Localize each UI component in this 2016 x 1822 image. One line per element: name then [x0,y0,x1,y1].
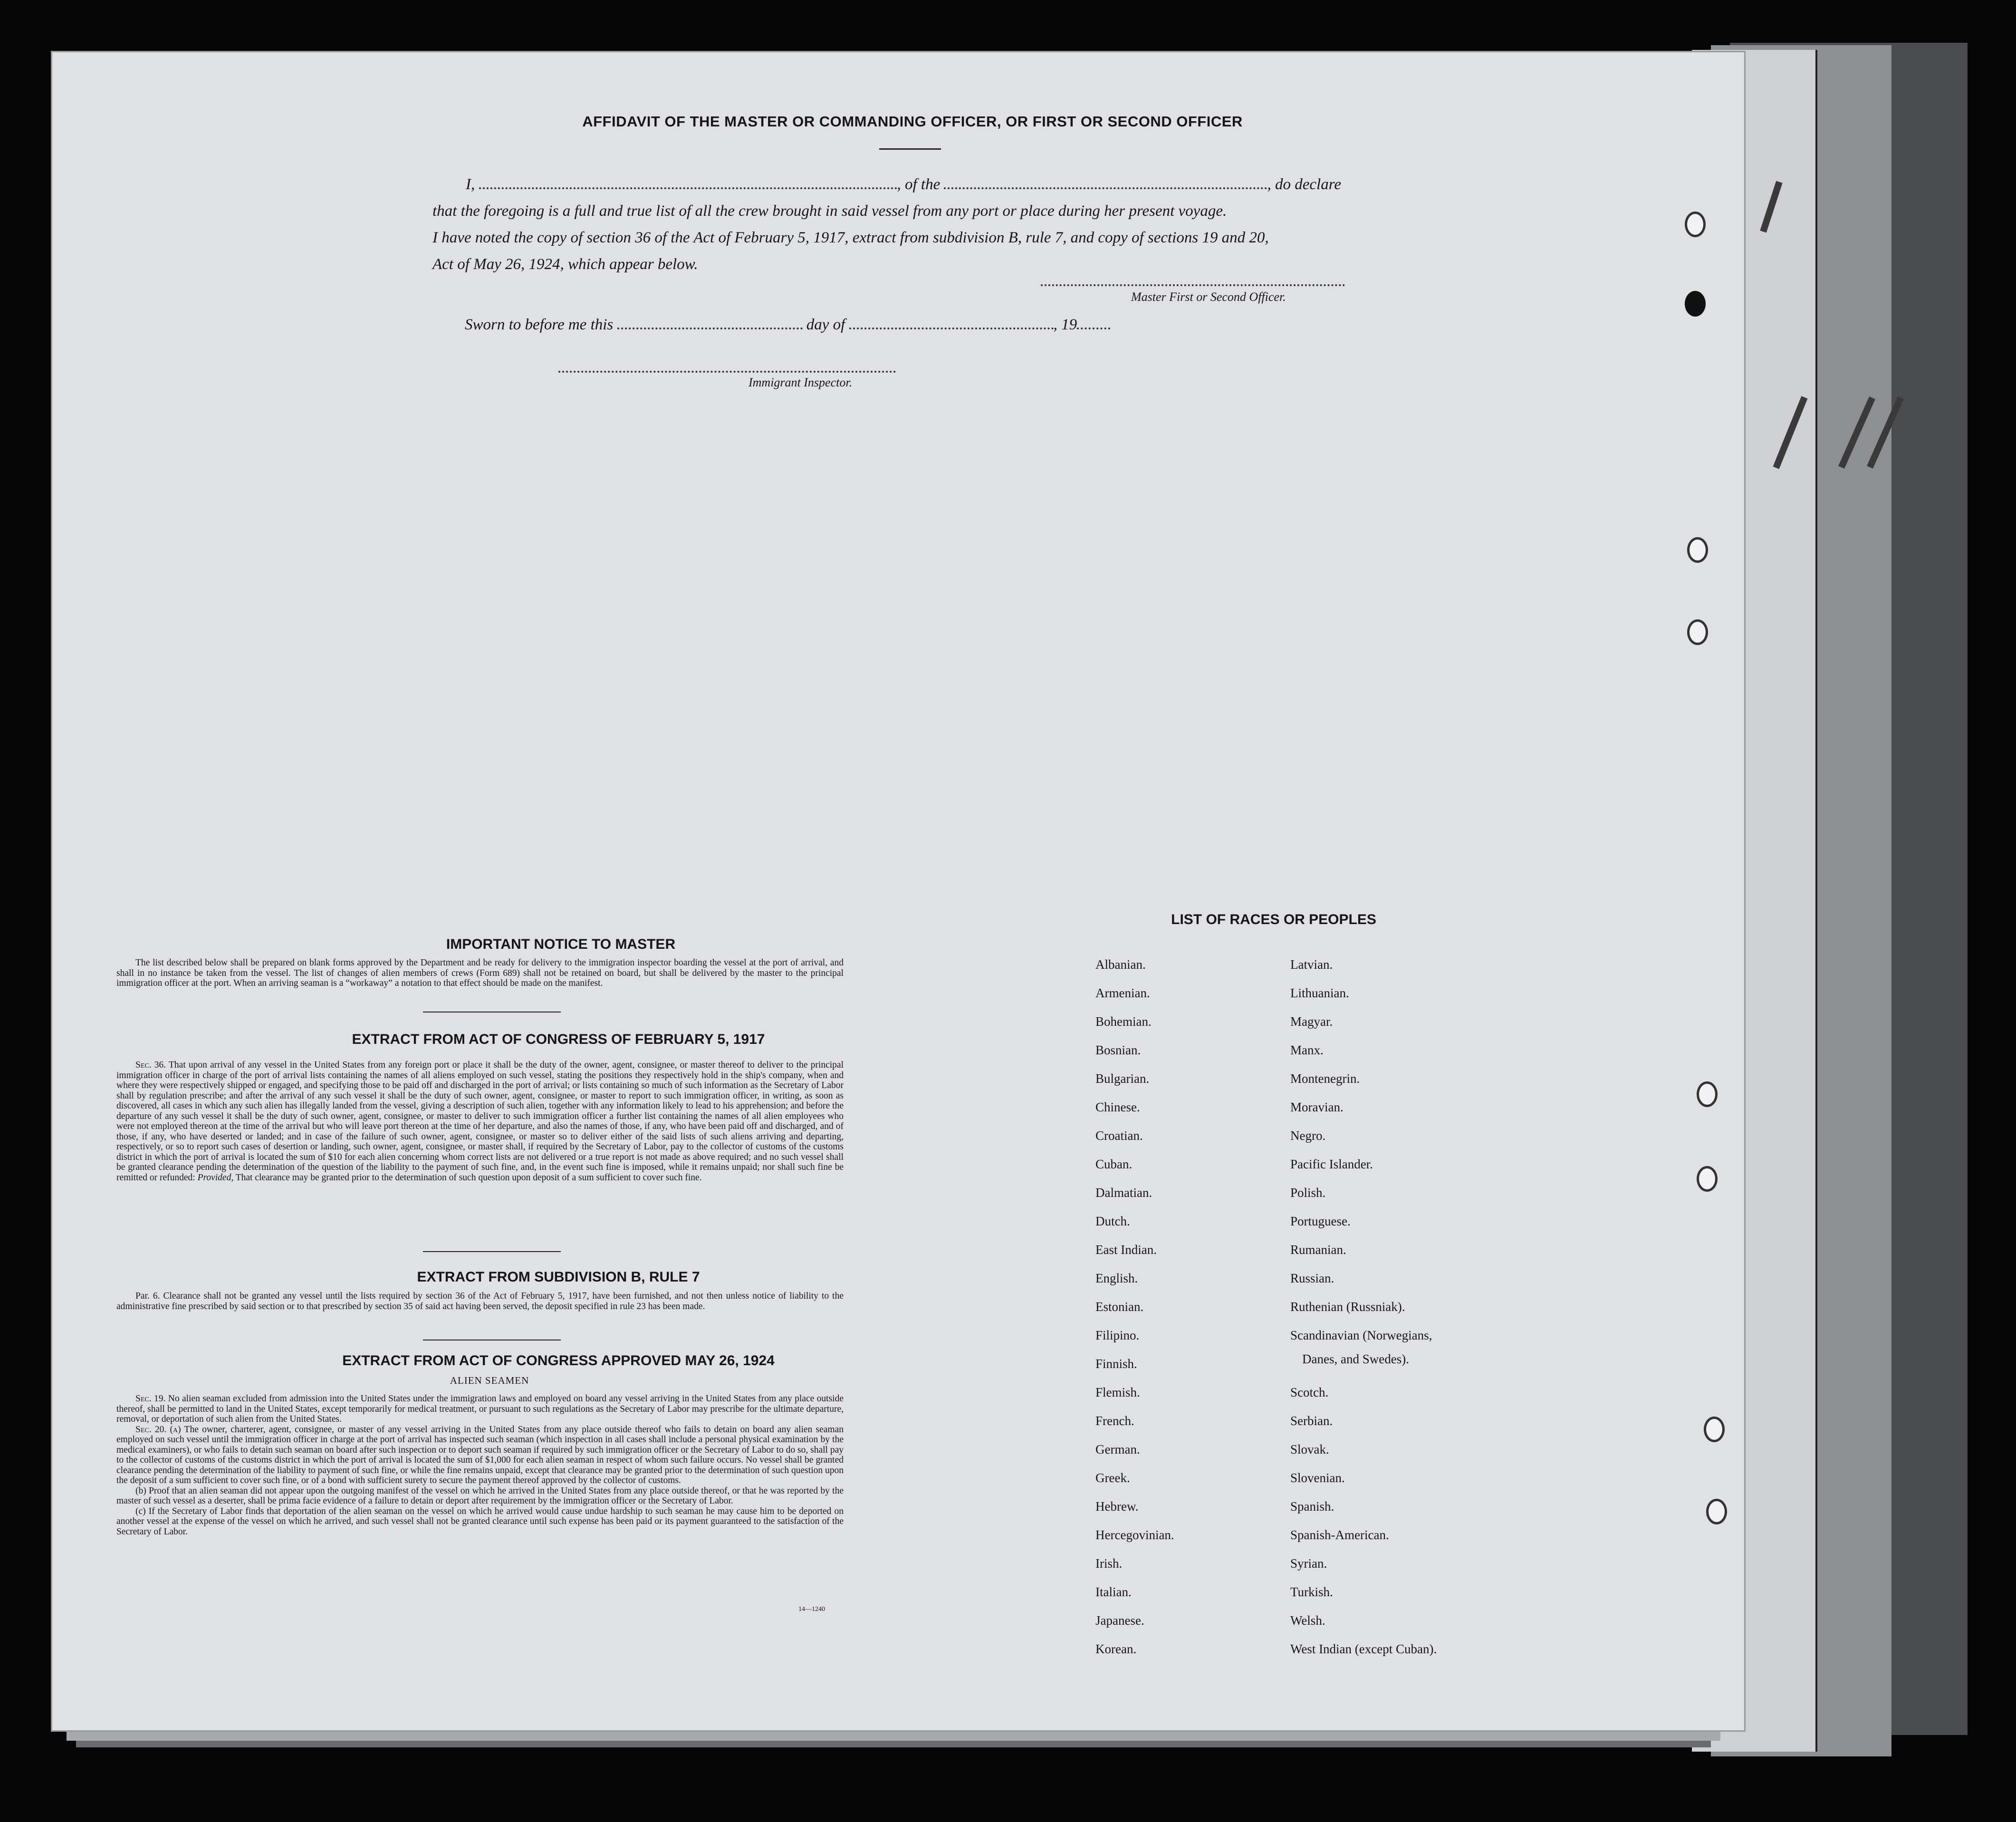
notice-text: The list described below shall be prepared on blank forms approved by the Department and be ready for delivery to the immigration inspector boarding the vessel at the port of arrival, and shall in no instance be taken from the vessel. The list of changes of alien members of crews (Form 689) shall not be retained on board, but shall be delivered by the master to the principal immigration officer at the port. When an arriving seaman is a “workaway” a notation to that effect should be made on the manifest. [116,958,844,988]
extract-1917-title: EXTRACT FROM ACT OF CONGRESS OF FEBRUARY 5, 1917 [352,1032,765,1047]
form-number: 14—1240 [798,1606,825,1613]
race-item: French. [1095,1414,1134,1428]
race-item: Syrian. [1290,1556,1327,1571]
sec19-text: No alien seaman excluded from admission into the United States under the immigration laws and employed on board any vessel arriving in the United States from any place outside thereof, shall be permitted to land in the United States, except temporarily for medical treatment, or pursuant to such regulations as the Secretary of Labor may prescribe for the ultimate departure, removal, or deportation of such alien from the United States. [116,1394,844,1424]
vessel-blank[interactable] [944,187,1267,189]
race-item: Dalmatian. [1095,1186,1152,1200]
affidavit-line4: Act of May 26, 1924, which appear below. [432,256,698,273]
affidavit-do-declare: , do declare [1267,176,1341,193]
race-item: Italian. [1095,1585,1132,1599]
hole-punch [1697,1166,1718,1192]
page-bottom-edge [67,1730,1720,1741]
sworn-month-blank[interactable] [849,328,1054,329]
race-item: Irish. [1095,1556,1123,1571]
race-item: Hebrew. [1095,1499,1139,1514]
hole-punch [1685,212,1706,237]
race-item: Finnish. [1095,1357,1137,1371]
affidavit-body [432,171,1364,278]
day-of-text: day of [806,316,845,333]
race-item: Russian. [1290,1271,1334,1285]
race-item: Rumanian. [1290,1243,1346,1257]
race-item: Serbian. [1290,1414,1333,1428]
sworn-year-blank[interactable] [1077,328,1110,329]
section-rule [423,1251,561,1252]
race-scandinavian-cont: Danes, and Swedes). [1302,1352,1409,1366]
race-item: Dutch. [1095,1214,1130,1228]
race-item: Greek. [1095,1471,1130,1485]
inspector-signature-line[interactable] [558,371,896,373]
race-item: Armenian. [1095,986,1150,1000]
extract-1924-body [116,1394,844,1537]
race-item: Bosnian. [1095,1043,1141,1057]
year-text: , 19 [1053,316,1077,333]
alien-seamen-subtitle: ALIEN SEAMEN [450,1375,529,1386]
race-item: Bohemian. [1095,1014,1152,1029]
sworn-line [465,316,1110,334]
race-item: Scotch. [1290,1385,1329,1399]
race-item: Manx. [1290,1043,1324,1057]
sec36-label: Sec. 36. [135,1060,166,1070]
hole-punch [1706,1499,1727,1524]
sec36-end: That clearance may be granted prior to the determination of such question upon deposit of a sum sufficient to cover such fine. [235,1172,702,1183]
affidavit-i: I, [466,176,475,193]
sec36-text: That upon arrival of any vessel in the United States from any foreign port or place it shall be the duty of the owner, agent, consignee, or master thereof to deliver to the principal immigration officer in charge of the port of arrival lists containing the names of all aliens employed on such vessel, stating the positions they respectively hold in the ship's company, when and where they were respectively shipped or engaged, and specifying those to be paid off and discharged in the port of arrival; or lists containing so much of such information as the Secretary of Labor shall by regulation prescribe; and after the arrival of any such vessel it shall be the duty of such owner, agent, consignee, or master to report to such immigration officer, in writing, as soon as discovered, all cases in which any such alien has illegally landed from the vessel, giving a description of such alien, together with any information likely to lead to his apprehension; and before the departure of any such vessel it shall be the duty of such owner, agent, consignee, or master to deliver to such immigration officer a further list containing the names of all alien employees who were not employed thereon at the time of the arrival but who will leave port thereon at the time of her departure, and also the names of those, if any, who have been paid off and discharged, and of those, if any, who have deserted or landed; and in case of the failure of such owner, agent, consignee, or master so to deliver either of the said lists of such aliens arriving and departing, respectively, or so to report such cases of desertion or landing, such owner, agent, consignee, or master shall, if required by the Secretary of Labor, pay to the collector of customs of the customs district in which the port of arrival is located the sum of $10 for each alien concerning whom correct lists are not delivered or a true report is not made as above required; and no such vessel shall be granted clearance pending the determination of the question of the liability to the payment of such fine, and, in the event such fine is imposed, while it remains unpaid; nor shall such fine be remitted or refunded: [116,1060,844,1183]
race-item: German. [1095,1442,1140,1456]
notice-title: IMPORTANT NOTICE TO MASTER [446,936,676,952]
title-rule [879,148,941,150]
sec19-label: Sec. 19. [135,1394,166,1404]
hole-punch-dark [1685,291,1706,317]
race-item: Korean. [1095,1642,1137,1656]
hole-punch [1697,1081,1718,1107]
hole-punch [1704,1417,1725,1442]
race-item: Estonian. [1095,1300,1144,1314]
inspector-signature-label: Immigrant Inspector. [749,376,853,389]
races-title: LIST OF RACES OR PEOPLES [1171,912,1376,927]
race-item: Slovenian. [1290,1471,1345,1485]
sworn-text: Sworn to before me this [465,316,614,333]
race-item: Pacific Islander. [1290,1157,1373,1171]
affidavit-line3: I have noted the copy of section 36 of the Act of February 5, 1917, extract from subdivision B, rule 7, and copy of sections 19 and 20, [432,229,1269,246]
race-item: Japanese. [1095,1613,1144,1628]
name-blank[interactable] [479,187,897,189]
hole-punch [1687,537,1708,563]
rule7-title: EXTRACT FROM SUBDIVISION B, RULE 7 [417,1269,700,1285]
provided-text: Provided, [197,1172,234,1183]
race-item: Hercegovinian. [1095,1528,1174,1542]
race-item: Moravian. [1290,1100,1344,1114]
race-item: Chinese. [1095,1100,1140,1114]
race-item: Scandinavian (Norwegians, [1290,1328,1432,1342]
race-item: Portuguese. [1290,1214,1351,1228]
affidavit-of-the: , of the [897,176,941,193]
race-item: Turkish. [1290,1585,1333,1599]
affidavit-line2: that the foregoing is a full and true list of all the crew brought in said vessel from any port or place during her present voyage. [432,202,1227,220]
race-item: Lithuanian. [1290,986,1349,1000]
race-item: Spanish. [1290,1499,1334,1514]
extract-1917-body [116,1060,844,1183]
race-item: Filipino. [1095,1328,1140,1342]
race-item: East Indian. [1095,1243,1157,1257]
affidavit-title: AFFIDAVIT OF THE MASTER OR COMMANDING OFFICER, OR FIRST OR SECOND OFFICER [582,113,1243,130]
sec20b-text: (b) Proof that an alien seaman did not appear upon the outgoing manifest of the vessel on which he arrived in the United States from any place outside thereof, or that he was reported by the master of such vessel as a deserter, shall be prima facie evidence of a failure to detain or deport after requirement by the immigration officer or the Secretary of Labor. [116,1485,844,1506]
sec20-text: The owner, charterer, agent, consignee, or master of any vessel arriving in the United States from any place outside thereof who fails to detain on board any alien seaman employed on such vessel until the immigration officer in charge at the port of arrival has inspected such seaman (which inspection in all cases shall include a personal physical examination by the medical examiners), or who fails to detain such seaman on board after such inspection or to deport such seaman if required by such immigration officer or the Secretary of Labor to do so, shall pay to the collector of customs of the customs district in which the port of arrival is located the sum of $1,000 for each alien seaman in respect of whom such failure occurs. No vessel shall be granted clearance pending the determination of the liability to payment of such fine, or while the fine remains unpaid, except that clearance may be granted prior to the determination of such question upon the deposit of a sum sufficient to cover such fine, or of a bond with sufficient surety to secure the payment thereof approved by the collector of customs. [116,1424,844,1485]
race-item: Polish. [1290,1186,1326,1200]
master-signature-label: Master First or Second Officer. [1131,290,1286,304]
race-item: English. [1095,1271,1138,1285]
race-item: Slovak. [1290,1442,1329,1456]
race-item: Latvian. [1290,957,1333,972]
master-signature-line[interactable] [1041,284,1345,286]
rule7-body [116,1291,844,1311]
hole-punch [1687,619,1708,645]
race-item: Flemish. [1095,1385,1140,1399]
race-item: Montenegrin. [1290,1071,1360,1086]
race-item: Bulgarian. [1095,1071,1150,1086]
page-bottom-edge-shadow [76,1741,1711,1747]
race-item: Cuban. [1095,1157,1133,1171]
race-item: Negro. [1290,1128,1326,1143]
notice-body [116,958,844,989]
race-item: Magyar. [1290,1014,1333,1029]
race-item: Spanish-American. [1290,1528,1389,1542]
race-item: Welsh. [1290,1613,1325,1628]
race-item: Ruthenian (Russniak). [1290,1300,1405,1314]
sec20-label: Sec. 20. (a) [135,1424,181,1435]
race-item: West Indian (except Cuban). [1290,1642,1437,1656]
race-item: Croatian. [1095,1128,1143,1143]
extract-1924-title: EXTRACT FROM ACT OF CONGRESS APPROVED MAY 26, 1924 [342,1353,775,1369]
race-item: Albanian. [1095,957,1146,972]
rule7-text: Par. 6. Clearance shall not be granted any vessel until the lists required by section 36 of the Act of February 5, 1917, have been furnished, and not then unless notice of liability to the administrative fine prescribed by said section or to that prescribed by section 35 of said act having been served, the deposit specified in rule 23 has been made. [116,1291,844,1311]
sec20c-text: (c) If the Secretary of Labor finds that deportation of the alien seaman on the vessel on which he arrived would cause undue hardship to such seaman he may cause him to be deported on another vessel at the expense of the vessel on which he arrived, and such vessel shall not be granted clearance until such expense has been paid or its payment guaranteed to the satisfaction of the Secretary of Labor. [116,1506,844,1537]
sworn-day-blank[interactable] [617,328,803,329]
